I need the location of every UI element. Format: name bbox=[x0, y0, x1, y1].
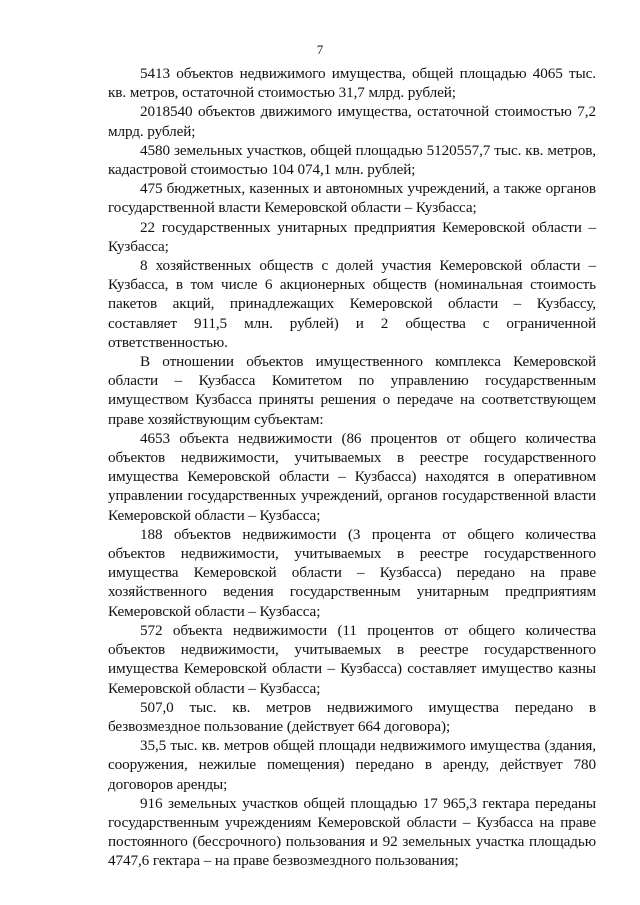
paragraph-real-estate-objects: 5413 объектов недвижимого имущества, общей площадью 4065 тыс. кв. метров, остаточной стоимостью 31,7 млрд. рублей; bbox=[108, 65, 596, 102]
page-number: 7 bbox=[316, 42, 324, 57]
paragraph-decisions-intro: В отношении объектов имущественного комплекса Кемеровской области – Кузбасса Комитетом по управлению государственным имуществом Кузбасса приняты решения о передаче на соответствующем праве хозяйствующим субъектам: bbox=[108, 353, 596, 428]
document-body bbox=[108, 64, 596, 871]
paragraph-economic-management: 188 объектов недвижимости (3 процента от общего количества объектов недвижимости, учитываемых в реестре государственного имущества Кемеровской области – Кузбасса) передано на праве хозяйственного ведения государственным унитарным предприятиям Кемеровской области – Кузбасса; bbox=[108, 525, 596, 620]
paragraph-business-companies: 8 хозяйственных обществ с долей участия Кемеровской области – Кузбасса, в том числе 6 акционерных обществ (номинальная стоимость пакетов акций, принадлежащих Кемеровской области – Кузбассу, составляет 911,5 млн. рублей) и 2 общества с ограниченной ответственностью. bbox=[108, 257, 596, 351]
paragraph-land-plots: 4580 земельных участков, общей площадью 5120557,7 тыс. кв. метров, кадастровой стоимостью 104 074,1 млн. рублей; bbox=[108, 141, 596, 179]
paragraph-movable-property: 2018540 объектов движимого имущества, остаточной стоимостью 7,2 млрд. рублей; bbox=[108, 103, 596, 140]
paragraph-operational-management: 4653 объекта недвижимости (86 процентов от общего количества объектов недвижимости, учитываемых в реестре государственного имущества Кемеровской области – Кузбасса) находятся в оперативном управлении государственных учреждений, органов государственной власти Кемеровской области – Кузбасса; bbox=[108, 429, 596, 524]
paragraph-lease: 35,5 тыс. кв. метров общей площади недвижимого имущества (здания, сооружения, нежилые помещения) передано в аренду, действует 780 договоров аренды; bbox=[108, 737, 596, 793]
paragraph-free-use: 507,0 тыс. кв. метров недвижимого имущества передано в безвозмездное пользование (действует 664 договора); bbox=[108, 698, 596, 735]
paragraph-unitary-enterprises: 22 государственных унитарных предприятия Кемеровской области – Кузбасса; bbox=[108, 218, 596, 255]
paragraph-institutions: 475 бюджетных, казенных и автономных учреждений, а также органов государственной власти Кемеровской области – Кузбасса; bbox=[108, 180, 596, 217]
paragraph-land-use-rights: 916 земельных участков общей площадью 17 965,3 гектара переданы государственным учреждениям Кемеровской области – Кузбасса на праве постоянного (бессрочного) пользования и 92 земельных участка площадью 4747,6 гектара – на праве безвозмездного пользования; bbox=[108, 794, 596, 870]
paragraph-treasury-property: 572 объекта недвижимости (11 процентов от общего количества объектов недвижимости, учитываемых в реестре государственного имущества Кемеровской области – Кузбасса) составляет имущество казны Кемеровской области – Кузбасса; bbox=[108, 621, 596, 697]
